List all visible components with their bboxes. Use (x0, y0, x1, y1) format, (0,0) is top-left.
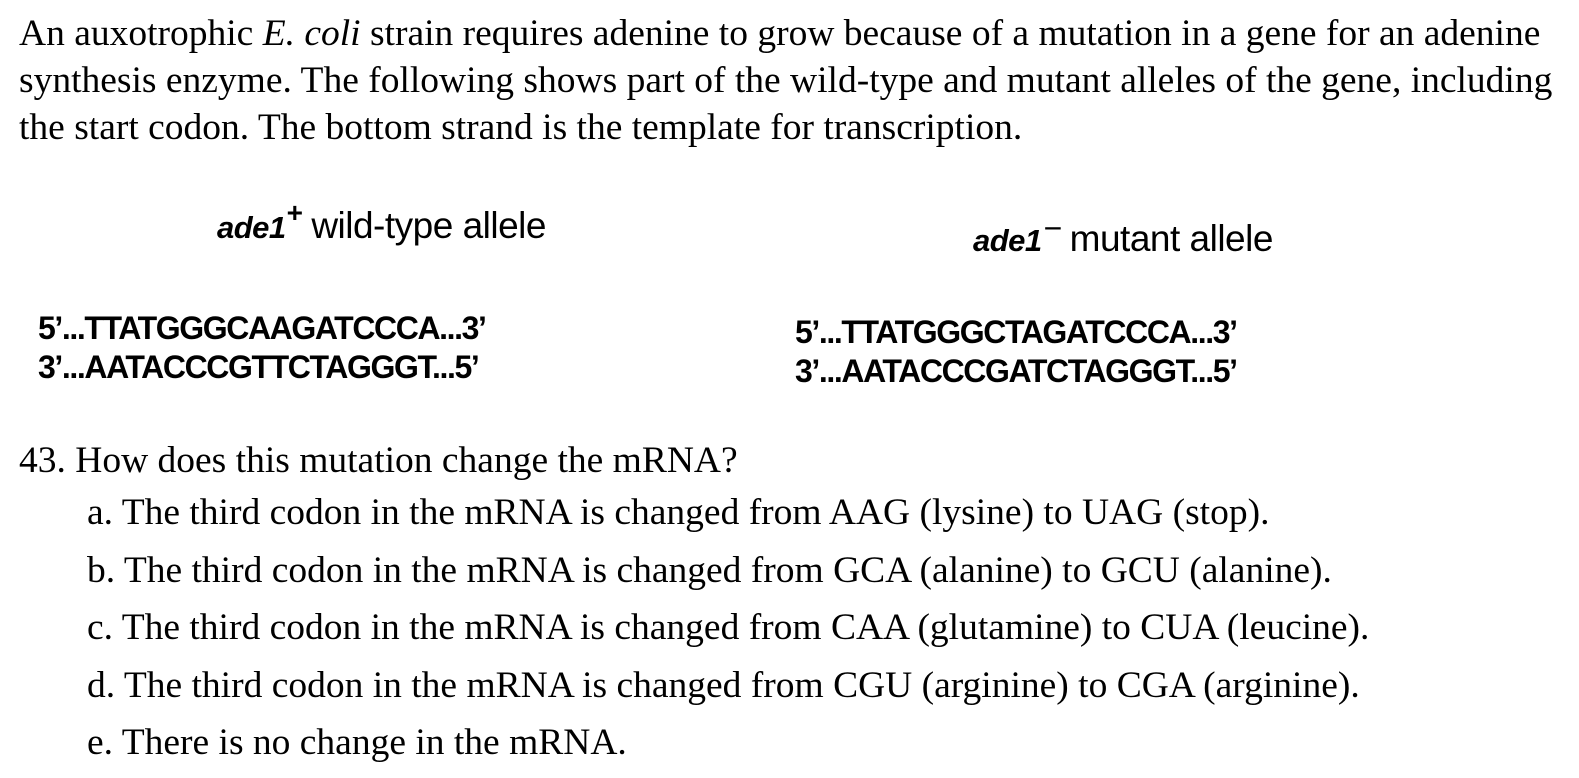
intro-paragraph (19, 10, 1569, 151)
wild-type-allele-title (217, 197, 546, 247)
mutant-gene-name: ade1 (973, 223, 1042, 258)
mutant-allele-title (973, 210, 1273, 260)
wild-type-superscript: + (286, 197, 303, 228)
answer-options (87, 489, 1369, 777)
answer-option-d: d. The third codon in the mRNA is changed from CGU (arginine) to CGA (arginine). (87, 664, 1360, 706)
wild-type-top-strand: 5’...TTATGGGCAAGATCCCA...3’ (38, 310, 486, 346)
mutant-sequence (795, 313, 1237, 391)
wild-type-sequence (38, 309, 486, 387)
answer-option-a: a. The third codon in the mRNA is changed from AAG (lysine) to UAG (stop). (87, 492, 1270, 533)
answer-option-b: b. The third codon in the mRNA is changed from GCA (alanine) to GCU (alanine). (87, 549, 1332, 591)
wild-type-bottom-strand: 3’...AATACCCGTTCTAGGGT...5’ (38, 349, 479, 385)
answer-option-e: e. There is no change in the mRNA. (87, 722, 627, 763)
answer-option-c: c. The third codon in the mRNA is changed from CAA (glutamine) to CUA (leucine). (87, 607, 1370, 648)
mutant-superscript: − (1043, 210, 1062, 246)
wild-type-gene-name: ade1 (217, 210, 286, 245)
mutant-bottom-strand: 3’...AATACCCGATCTAGGGT...5’ (795, 353, 1237, 389)
intro-text-start: An auxotrophic (19, 13, 263, 54)
question-text: 43. How does this mutation change the mRNA? (19, 440, 738, 481)
intro-text-rest: strain requires adenine to grow because of a mutation in a gene for an adenine synthesis enzyme. The following shows part of the wild-type and mutant alleles of the gene, including the start codon. The bottom strand is the template for transcription. (19, 13, 1553, 148)
mutant-top-strand: 5’...TTATGGGCTAGATCCCA...3’ (795, 314, 1237, 350)
wild-type-label: wild-type allele (311, 205, 546, 246)
mutant-label: mutant allele (1069, 218, 1273, 259)
organism-name: E. coli (262, 13, 361, 54)
